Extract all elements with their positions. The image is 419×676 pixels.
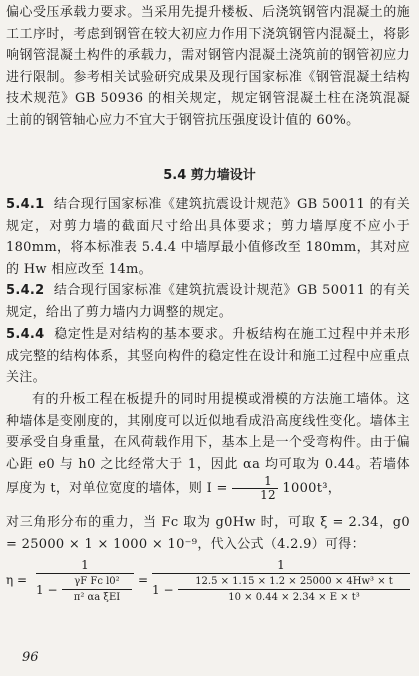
eta-equation: [6, 557, 410, 607]
fraction-numerator: 1: [277, 558, 285, 572]
inner-fraction: 12.5 × 1.15 × 1.2 × 25000 × 4Hw³ × t 10 × 0.44 × 2.34 × E × t³: [178, 574, 410, 605]
section-heading: 5.4 剪力墙设计: [163, 168, 256, 183]
eta-fraction-1: [36, 557, 134, 607]
clause-5-4-1: [6, 194, 410, 280]
fraction-numerator: 1: [232, 475, 278, 489]
formula-I-rest: 1000t³，: [282, 481, 342, 496]
clause-number: 5.4.2: [6, 283, 45, 298]
fraction-denominator: 12: [260, 488, 276, 502]
body-text: 有的升板工程在板提升的同时用提模或滑模的方法施工墙体。这种墙体是变刚度的，其刚度可以近似地看成沿高度线性变化。墙体主要承受自身重量，在风荷载作用下，基本上是一个受弯构件。由于偏心距 e0 与 h0 之比经常大于 1，因此 αa 均可取为 0.44。若墙体厚度为 t，对单位宽度的墙体，则: [6, 392, 410, 496]
eta-lhs: η =: [6, 573, 28, 587]
clause-number: 5.4.1: [6, 197, 45, 212]
paragraph-body-1: [6, 389, 410, 502]
fraction-denominator: 1 − 12.5 × 1.15 × 1.2 × 25000 × 4Hw³ × t 10 × 0.44 × 2.34 × E × t³: [152, 573, 410, 607]
formula-I-lhs: I =: [206, 481, 228, 496]
inner-fraction: γF Fc l0² π² αa ξEI: [62, 574, 132, 605]
page-number: 96: [22, 650, 39, 665]
eta-fraction-2: [152, 557, 410, 607]
clause-text: 结合现行国家标准《建筑抗震设计规范》GB 50011 的有关规定，给出了剪力墙内力调整的规定。: [6, 283, 410, 320]
paragraph-intro: 偏心受压承载力要求。当采用先提升楼板、后浇筑钢管内混凝土的施工工序时，考虑到钢管在较大初应力作用下浇筑钢管内混凝土，将影响钢管混凝土构件的承载力，需对钢管内混凝土浇筑前的钢管初应力进行限制。参考相关试验研究成果及现行国家标准《钢管混凝土结构技术规范》GB 50936 的相关规定，规定钢管混凝土柱在浇筑混凝土前的钢管轴心应力不宜大于钢管抗压强度设计值的 60%。: [6, 5, 410, 128]
formula-I: [206, 474, 342, 502]
fraction-denominator: 1 − γF Fc l0² π² αa ξEI: [36, 573, 134, 607]
clause-text: 结合现行国家标准《建筑抗震设计规范》GB 50011 的有关规定，对剪力墙的截面尺寸给出具体要求；剪力墙厚度不应小于 180mm，将本标准表 5.4.4 中墙厚最小值修改至 180mm，其对应的 Hw 相应改至 14m。: [6, 197, 410, 277]
fraction: [232, 475, 278, 502]
clause-number: 5.4.4: [6, 327, 45, 342]
paragraph-body-2: 对三角形分布的重力，当 Fc 取为 g0Hw 时，可取 ξ = 2.34，g0 = 25000 × 1 × 1000 × 10⁻⁹，代入公式（4.2.9）可得：: [6, 515, 410, 552]
fraction-numerator: 1: [81, 558, 89, 572]
clause-5-4-2: [6, 280, 410, 323]
clause-5-4-4: [6, 324, 410, 389]
clause-text: 稳定性是对结构的基本要求。升板结构在施工过程中并未形成完整的结构体系，其竖向构件的稳定性在设计和施工过程中应重点关注。: [6, 327, 410, 385]
eta-equals: =: [138, 573, 149, 587]
